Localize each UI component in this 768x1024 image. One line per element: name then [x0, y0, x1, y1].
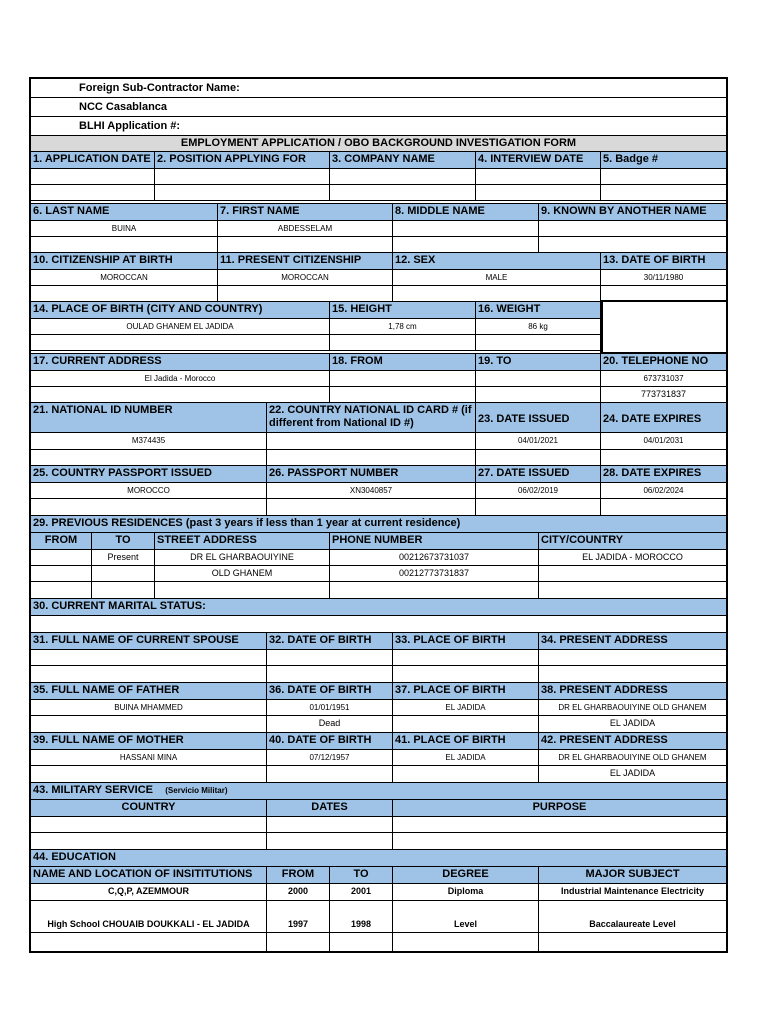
residence-to-field[interactable] — [92, 566, 155, 582]
to-field[interactable] — [476, 371, 601, 387]
blank-cell[interactable] — [155, 582, 330, 599]
spouse-name-header: 31. FULL NAME OF CURRENT SPOUSE — [31, 633, 267, 650]
blhi-application-label: BLHI Application #: — [31, 117, 726, 136]
passport-issued-header: 27. DATE ISSUED — [476, 466, 601, 483]
telephone-value[interactable]: 673731037 — [601, 371, 726, 387]
blank-cell — [330, 901, 393, 917]
father-dob-header: 36. DATE OF BIRTH — [267, 683, 393, 700]
military-purpose-field[interactable] — [393, 817, 726, 833]
blank-cell[interactable] — [218, 237, 393, 253]
current-address-header: 17. CURRENT ADDRESS — [31, 354, 330, 371]
mother-dob-value[interactable]: 07/12/1957 — [267, 750, 393, 766]
city-country-field[interactable] — [539, 566, 726, 582]
marital-status-header: 30. CURRENT MARITAL STATUS: — [31, 599, 726, 616]
middle-name-field[interactable] — [393, 221, 539, 237]
blank-cell[interactable] — [267, 666, 393, 683]
form-title: EMPLOYMENT APPLICATION / OBO BACKGROUND INVESTIGATION FORM — [31, 136, 726, 152]
father-address-value[interactable]: DR EL GHARBAOUIYINE OLD GHANEM — [539, 700, 726, 716]
education-header: 44. EDUCATION — [31, 850, 726, 867]
middle-name-header: 8. MIDDLE NAME — [393, 204, 539, 221]
degree-value[interactable]: Level — [393, 917, 539, 933]
military-country-field[interactable] — [31, 817, 267, 833]
education-to-header: TO — [330, 867, 393, 884]
mother-place-header: 41. PLACE OF BIRTH — [393, 733, 539, 750]
phone-number-header: PHONE NUMBER — [330, 533, 539, 550]
degree-value[interactable]: Diploma — [393, 884, 539, 901]
phone-number-value[interactable]: 00212673731037 — [330, 550, 539, 566]
spouse-dob-header: 32. DATE OF BIRTH — [267, 633, 393, 650]
weight-header: 16. WEIGHT — [476, 302, 601, 319]
institution-header: NAME AND LOCATION OF INSITITUTIONS — [31, 867, 267, 884]
first-name-value[interactable]: ABDESSELAM — [218, 221, 393, 237]
major-subject-header: MAJOR SUBJECT — [539, 867, 726, 884]
passport-expires-header: 28. DATE EXPIRES — [601, 466, 726, 483]
date-of-birth-header: 13. DATE OF BIRTH — [601, 253, 726, 270]
institution-value[interactable]: C,Q,P, AZEMMOUR — [31, 884, 267, 901]
blank-cell[interactable] — [539, 237, 726, 253]
father-place-value[interactable]: EL JADIDA — [393, 700, 539, 716]
present-citizenship-header: 11. PRESENT CITIZENSHIP — [218, 253, 393, 270]
blank-cell[interactable] — [31, 286, 218, 302]
blank-cell[interactable] — [31, 666, 267, 683]
last-name-header: 6. LAST NAME — [31, 204, 218, 221]
blank-cell[interactable] — [31, 387, 330, 403]
national-id-value[interactable]: M374435 — [31, 433, 267, 450]
street-address-value[interactable]: DR EL GHARBAOUIYINE — [155, 550, 330, 566]
photo-box — [601, 302, 726, 354]
blank-cell[interactable] — [218, 286, 393, 302]
blank-cell[interactable] — [393, 237, 539, 253]
blank-cell[interactable] — [601, 499, 726, 516]
blank-cell[interactable] — [393, 716, 539, 733]
blank-cell[interactable] — [155, 185, 330, 201]
blank-cell[interactable] — [601, 450, 726, 466]
passport-country-value[interactable]: MOROCCO — [31, 483, 267, 499]
date-expires-header: 24. DATE EXPIRES — [601, 403, 726, 433]
blank-cell[interactable] — [267, 499, 476, 516]
degree-header: DEGREE — [393, 867, 539, 884]
father-address-header: 38. PRESENT ADDRESS — [539, 683, 726, 700]
citizenship-birth-value[interactable]: MOROCCAN — [31, 270, 218, 286]
application-date-header: 1. APPLICATION DATE — [31, 152, 155, 169]
blank-cell[interactable] — [267, 933, 330, 951]
country-id-card-field[interactable] — [267, 433, 476, 450]
id-issued-value[interactable]: 04/01/2021 — [476, 433, 601, 450]
blank-cell[interactable] — [330, 335, 476, 351]
blank-cell[interactable] — [31, 499, 267, 516]
position-field[interactable] — [155, 169, 330, 185]
father-status-value[interactable]: Dead — [267, 716, 393, 733]
phone-number-value-2[interactable]: 00212773731837 — [330, 566, 539, 582]
application-date-field[interactable] — [31, 169, 155, 185]
first-name-header: 7. FIRST NAME — [218, 204, 393, 221]
ncc-label: NCC Casablanca — [31, 98, 726, 117]
national-id-header: 21. NATIONAL ID NUMBER — [31, 403, 267, 433]
father-dob-value[interactable]: 01/01/1951 — [267, 700, 393, 716]
education-to-value[interactable]: 1998 — [330, 917, 393, 933]
father-name-value[interactable]: BUINA MHAMMED — [31, 700, 267, 716]
mother-name-header: 39. FULL NAME OF MOTHER — [31, 733, 267, 750]
badge-field[interactable] — [601, 169, 726, 185]
mother-address-value[interactable]: DR EL GHARBAOUIYINE OLD GHANEM — [539, 750, 726, 766]
passport-number-header: 26. PASSPORT NUMBER — [267, 466, 476, 483]
blank-cell[interactable] — [330, 185, 476, 201]
passport-number-value[interactable]: XN3040857 — [267, 483, 476, 499]
from-header: 18. FROM — [330, 354, 476, 371]
residence-to-value[interactable]: Present — [92, 550, 155, 566]
country-id-card-header: 22. COUNTRY NATIONAL ID CARD # (if different from National ID #) — [267, 403, 476, 433]
telephone-header: 20. TELEPHONE NO — [601, 354, 726, 371]
blank-cell[interactable] — [476, 450, 601, 466]
blank-cell[interactable] — [476, 387, 601, 403]
known-by-header: 9. KNOWN BY ANOTHER NAME — [539, 204, 726, 221]
military-purpose-header: PURPOSE — [393, 800, 726, 817]
current-address-value[interactable]: El Jadida - Morocco — [31, 371, 330, 387]
mother-address-value-2[interactable]: EL JADIDA — [539, 766, 726, 783]
position-header: 2. POSITION APPLYING FOR — [155, 152, 330, 169]
father-name-header: 35. FULL NAME OF FATHER — [31, 683, 267, 700]
sex-header: 12. SEX — [393, 253, 601, 270]
military-dates-header: DATES — [267, 800, 393, 817]
passport-country-header: 25. COUNTRY PASSPORT ISSUED — [31, 466, 267, 483]
blank-cell[interactable] — [393, 933, 539, 951]
citizenship-birth-header: 10. CITIZENSHIP AT BIRTH — [31, 253, 218, 270]
education-from-value[interactable]: 1997 — [267, 917, 330, 933]
to-header: 19. TO — [476, 354, 601, 371]
blank-cell[interactable] — [267, 766, 393, 783]
telephone-value-2[interactable]: 773731837 — [601, 387, 726, 403]
spouse-name-field[interactable] — [31, 650, 267, 666]
street-address-header: STREET ADDRESS — [155, 533, 330, 550]
blank-cell[interactable] — [31, 766, 267, 783]
from-field[interactable] — [330, 371, 476, 387]
mother-place-value[interactable]: EL JADIDA — [393, 750, 539, 766]
mother-dob-header: 40. DATE OF BIRTH — [267, 733, 393, 750]
spouse-address-field[interactable] — [539, 650, 726, 666]
weight-value[interactable]: 86 kg — [476, 319, 601, 335]
education-from-header: FROM — [267, 867, 330, 884]
blank-cell[interactable] — [476, 185, 601, 201]
blank-cell — [539, 901, 726, 917]
military-service-label: 43. MILITARY SERVICE — [33, 784, 154, 796]
id-expires-value[interactable]: 04/01/2031 — [601, 433, 726, 450]
blank-cell — [267, 901, 330, 917]
blank-cell[interactable] — [330, 582, 539, 599]
residence-from-header: FROM — [31, 533, 92, 550]
blank-cell[interactable] — [393, 666, 539, 683]
passport-expires-value[interactable]: 06/02/2024 — [601, 483, 726, 499]
blank-cell[interactable] — [330, 933, 393, 951]
interview-date-header: 4. INTERVIEW DATE — [476, 152, 601, 169]
spouse-place-header: 33. PLACE OF BIRTH — [393, 633, 539, 650]
height-header: 15. HEIGHT — [330, 302, 476, 319]
previous-residences-header: 29. PREVIOUS RESIDENCES (past 3 years if less than 1 year at current residence) — [31, 516, 726, 533]
blank-cell — [31, 901, 267, 917]
father-address-value-2[interactable]: EL JADIDA — [539, 716, 726, 733]
military-service-note: (Servicio Militar) — [165, 786, 228, 795]
known-by-field[interactable] — [539, 221, 726, 237]
spouse-dob-field[interactable] — [267, 650, 393, 666]
education-from-value[interactable]: 2000 — [267, 884, 330, 901]
last-name-value[interactable]: BUINA — [31, 221, 218, 237]
residence-from-field[interactable] — [31, 566, 92, 582]
blank-cell[interactable] — [601, 185, 726, 201]
mother-address-header: 42. PRESENT ADDRESS — [539, 733, 726, 750]
blank-cell[interactable] — [476, 335, 601, 351]
city-country-value[interactable]: EL JADIDA - MOROCCO — [539, 550, 726, 566]
city-country-header: CITY/COUNTRY — [539, 533, 726, 550]
sex-value[interactable]: MALE — [393, 270, 601, 286]
blank-cell[interactable] — [31, 716, 267, 733]
institution-value[interactable]: High School CHOUAIB DOUKKALI - EL JADIDA — [31, 917, 267, 933]
major-subject-value[interactable]: Industrial Maintenance Electricity — [539, 884, 726, 901]
height-value[interactable]: 1,78 cm — [330, 319, 476, 335]
blank-cell[interactable] — [539, 933, 726, 951]
interview-date-field[interactable] — [476, 169, 601, 185]
residence-from-field[interactable] — [31, 550, 92, 566]
passport-issued-value[interactable]: 06/02/2019 — [476, 483, 601, 499]
company-name-header: 3. COMPANY NAME — [330, 152, 476, 169]
education-to-value[interactable]: 2001 — [330, 884, 393, 901]
blank-cell[interactable] — [31, 582, 92, 599]
blank-cell[interactable] — [31, 335, 330, 351]
blank-cell[interactable] — [267, 450, 476, 466]
place-of-birth-header: 14. PLACE OF BIRTH (CITY AND COUNTRY) — [31, 302, 330, 319]
date-issued-header: 23. DATE ISSUED — [476, 403, 601, 433]
blank-cell[interactable] — [267, 833, 393, 850]
blank-cell[interactable] — [539, 582, 726, 599]
badge-header: 5. Badge # — [601, 152, 726, 169]
father-place-header: 37. PLACE OF BIRTH — [393, 683, 539, 700]
mother-name-value[interactable]: HASSANI MINA — [31, 750, 267, 766]
blank-cell[interactable] — [393, 766, 539, 783]
present-citizenship-value[interactable]: MOROCCAN — [218, 270, 393, 286]
background-investigation-form — [29, 77, 728, 953]
blank-cell[interactable] — [393, 286, 601, 302]
blank-cell — [393, 901, 539, 917]
major-subject-value[interactable]: Baccalaureate Level — [539, 917, 726, 933]
blank-cell[interactable] — [31, 450, 267, 466]
military-service-header — [31, 783, 726, 800]
subcontractor-name-label: Foreign Sub-Contractor Name: — [31, 79, 726, 98]
blank-cell[interactable] — [330, 387, 476, 403]
military-country-header: COUNTRY — [31, 800, 267, 817]
military-dates-field[interactable] — [267, 817, 393, 833]
blank-cell[interactable] — [601, 286, 726, 302]
blank-cell[interactable] — [31, 185, 155, 201]
blank-cell[interactable] — [476, 499, 601, 516]
blank-cell[interactable] — [92, 582, 155, 599]
blank-cell[interactable] — [31, 237, 218, 253]
street-address-value-2[interactable]: OLD GHANEM — [155, 566, 330, 582]
residence-to-header: TO — [92, 533, 155, 550]
marital-status-field[interactable] — [31, 616, 726, 633]
blank-cell[interactable] — [539, 666, 726, 683]
blank-cell[interactable] — [31, 833, 267, 850]
date-of-birth-value[interactable]: 30/11/1980 — [601, 270, 726, 286]
place-of-birth-value[interactable]: OULAD GHANEM EL JADIDA — [31, 319, 330, 335]
spouse-address-header: 34. PRESENT ADDRESS — [539, 633, 726, 650]
blank-cell[interactable] — [393, 833, 726, 850]
company-name-field[interactable] — [330, 169, 476, 185]
blank-cell[interactable] — [31, 933, 267, 951]
spouse-place-field[interactable] — [393, 650, 539, 666]
